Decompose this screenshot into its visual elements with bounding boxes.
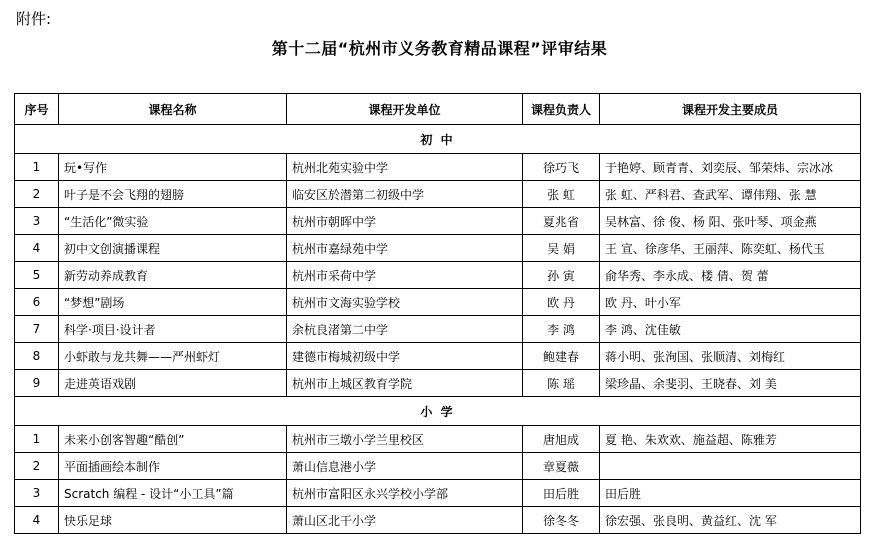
table-row [15,289,861,316]
cell-seq: 9 [15,370,59,397]
cell-unit: 萧山信息港小学 [287,453,523,480]
table-row [15,480,861,507]
section-label: 初 中 [15,125,861,154]
header-leader: 课程负责人 [523,94,600,125]
cell-unit: 杭州市文海实验学校 [287,289,523,316]
cell-leader: 欧 丹 [523,289,600,316]
cell-members: 梁珍晶、余斐羽、王晓春、刘 美 [600,370,861,397]
cell-course: “生活化”微实验 [59,208,287,235]
table-row [15,208,861,235]
cell-members: 张 虹、严科君、查武军、谭伟翔、张 慧 [600,181,861,208]
header-unit: 课程开发单位 [287,94,523,125]
table-row [15,316,861,343]
table-row [15,181,861,208]
document-title: 第十二届“杭州市义务教育精品课程”评审结果 [271,39,608,58]
cell-members: 欧 丹、叶小军 [600,289,861,316]
cell-unit: 萧山区北干小学 [287,507,523,534]
cell-seq: 1 [15,154,59,181]
cell-course: 小虾敢与龙共舞——严州虾灯 [59,343,287,370]
cell-leader: 吴 娟 [523,235,600,262]
section-label: 小 学 [15,397,861,426]
header-members: 课程开发主要成员 [600,94,861,125]
cell-unit: 建德市梅城初级中学 [287,343,523,370]
cell-course: 走进英语戏剧 [59,370,287,397]
cell-members: 徐宏强、张良明、黄益红、沈 军 [600,507,861,534]
cell-seq: 4 [15,507,59,534]
table-row [15,235,861,262]
cell-course: 平面插画绘本制作 [59,453,287,480]
table-body [15,125,861,534]
cell-course: 快乐足球 [59,507,287,534]
cell-members: 蒋小明、张洵国、张顺清、刘梅红 [600,343,861,370]
cell-unit: 杭州市上城区教育学院 [287,370,523,397]
cell-members: 夏 艳、朱欢欢、施益超、陈雅芳 [600,426,861,453]
cell-leader: 鲍建春 [523,343,600,370]
cell-unit: 杭州北苑实验中学 [287,154,523,181]
cell-course: “梦想”剧场 [59,289,287,316]
cell-leader: 李 鸿 [523,316,600,343]
cell-seq: 5 [15,262,59,289]
cell-course: 玩•写作 [59,154,287,181]
cell-seq: 7 [15,316,59,343]
results-table [14,93,861,534]
cell-course: 未来小创客智趣“酷创” [59,426,287,453]
cell-course: 科学·项目·设计者 [59,316,287,343]
cell-members: 俞华秀、李永成、楼 倩、贺 蕾 [600,262,861,289]
cell-members: 田后胜 [600,480,861,507]
cell-leader: 陈 瑶 [523,370,600,397]
cell-seq: 8 [15,343,59,370]
cell-leader: 孙 寅 [523,262,600,289]
header-course: 课程名称 [59,94,287,125]
header-seq: 序号 [15,94,59,125]
cell-members: 于艳婷、顾青青、刘奕辰、邹荣炜、宗冰冰 [600,154,861,181]
cell-seq: 1 [15,426,59,453]
cell-leader: 夏兆省 [523,208,600,235]
cell-members: 吴林富、徐 俊、杨 阳、张叶琴、项金燕 [600,208,861,235]
cell-seq: 2 [15,181,59,208]
section-row [15,125,861,154]
cell-unit: 杭州市富阳区永兴学校小学部 [287,480,523,507]
table-row [15,262,861,289]
cell-unit: 杭州市采荷中学 [287,262,523,289]
table-row [15,370,861,397]
cell-members [600,453,861,480]
cell-unit: 余杭良渚第二中学 [287,316,523,343]
table-row [15,453,861,480]
cell-leader: 徐冬冬 [523,507,600,534]
table-row [15,154,861,181]
table-row [15,507,861,534]
cell-unit: 杭州市朝晖中学 [287,208,523,235]
attachment-label: 附件: [16,10,52,28]
header-row [15,94,861,125]
cell-unit: 杭州市三墩小学兰里校区 [287,426,523,453]
cell-members: 李 鸿、沈佳敏 [600,316,861,343]
cell-seq: 3 [15,480,59,507]
cell-leader: 徐巧飞 [523,154,600,181]
cell-members: 王 宣、徐彦华、王丽萍、陈奕虹、杨代玉 [600,235,861,262]
cell-leader: 田后胜 [523,480,600,507]
cell-leader: 唐旭成 [523,426,600,453]
cell-course: 叶子是不会飞翔的翅膀 [59,181,287,208]
cell-seq: 6 [15,289,59,316]
cell-leader: 张 虹 [523,181,600,208]
cell-leader: 章夏薇 [523,453,600,480]
cell-course: Scratch 编程 - 设计“小工具”篇 [59,480,287,507]
cell-unit: 杭州市嘉绿苑中学 [287,235,523,262]
cell-seq: 2 [15,453,59,480]
table-row [15,343,861,370]
table-row [15,426,861,453]
cell-seq: 3 [15,208,59,235]
cell-unit: 临安区於潜第二初级中学 [287,181,523,208]
section-row [15,397,861,426]
cell-course: 初中文创演播课程 [59,235,287,262]
cell-course: 新劳动养成教育 [59,262,287,289]
cell-seq: 4 [15,235,59,262]
